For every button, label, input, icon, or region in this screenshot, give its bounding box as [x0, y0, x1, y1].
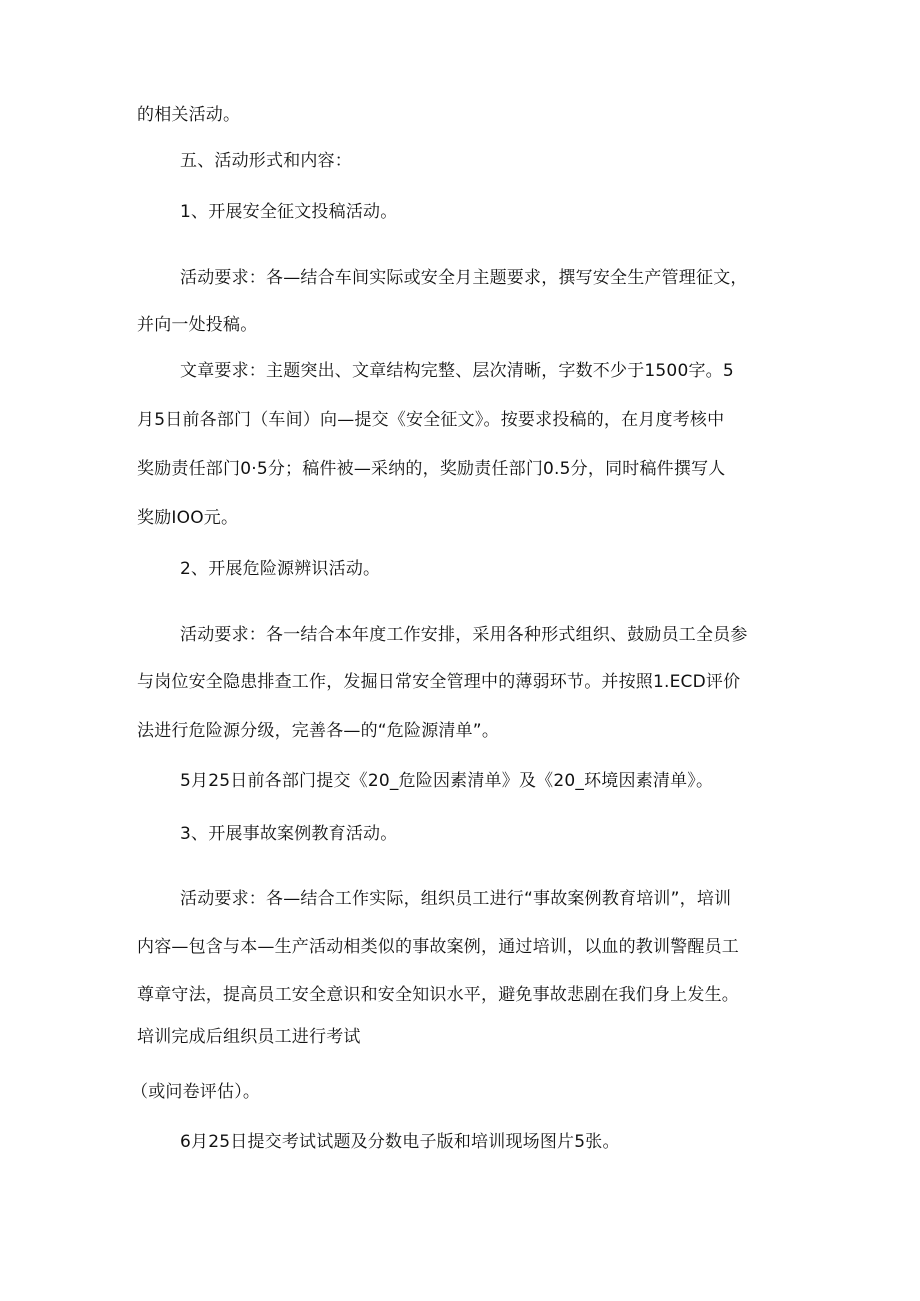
- text-line: 与岗位安全隐患排查工作，发掘日常安全管理中的薄弱环节。并按照1.ECD评价: [137, 672, 741, 692]
- text-line: 活动要求：各—结合工作实际，组织员工进行“事故案例教育培训”，培训: [180, 889, 732, 909]
- text-line: 奖励IOO元。: [137, 508, 239, 528]
- text-line: 6月25日提交考试试题及分数电子版和培训现场图片5张。: [180, 1132, 620, 1152]
- text-line: 5月25日前各部门提交《20_危险因素清单》及《20_环境因素清单》。: [180, 771, 714, 791]
- text-line: 并向一处投稿。: [137, 315, 258, 335]
- text-line: 培训完成后组织员工进行考试: [137, 1027, 361, 1047]
- item-heading: 2、开展危险源辨识活动。: [180, 559, 381, 579]
- text-line: 月5日前各部门（车间）向—提交《安全征文》。按要求投稿的，在月度考核中: [137, 410, 725, 430]
- text-line: 的相关活动。: [137, 105, 241, 125]
- item-heading: 3、开展事故案例教育活动。: [180, 824, 398, 844]
- text-line: 奖励责任部门0·5分；稿件被—采纳的，奖励责任部门0.5分，同时稿件撰写人: [137, 459, 726, 479]
- text-line: 法进行危险源分级，完善各—的“危险源清单”。: [137, 721, 500, 741]
- text-line: （或问卷评估）。: [131, 1082, 261, 1102]
- text-line: 活动要求：各一结合本年度工作安排，采用各种形式组织、鼓励员工全员参: [180, 625, 748, 645]
- item-heading: 1、开展安全征文投稿活动。: [180, 202, 398, 222]
- text-line: 文章要求：主题突出、文章结构完整、层次清晰，字数不少于1500字。5: [180, 361, 734, 381]
- section-heading: 五、活动形式和内容：: [180, 151, 352, 171]
- text-line: 尊章守法，提高员工安全意识和安全知识水平，避免事故悲剧在我们身上发生。: [137, 985, 739, 1005]
- text-line: 内容—包含与本—生产活动相类似的事故案例，通过培训，以血的教训警醒员工: [137, 937, 739, 957]
- text-line: 活动要求：各—结合车间实际或安全月主题要求，撰写安全生产管理征文，: [180, 268, 748, 288]
